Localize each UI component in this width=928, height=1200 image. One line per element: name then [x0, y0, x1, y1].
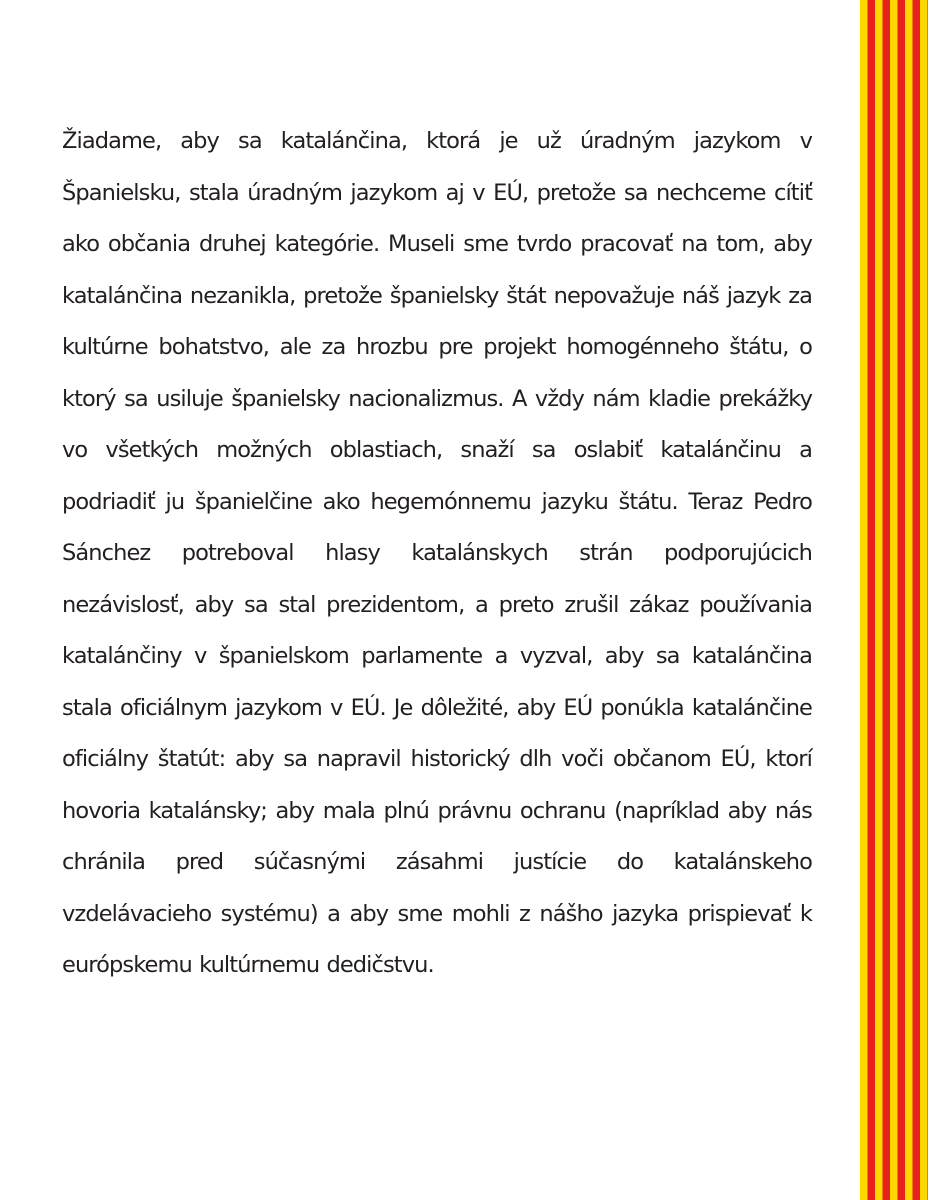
catalan-flag-stripes	[860, 0, 928, 1200]
body-paragraph: Žiadame, aby sa katalánčina, ktorá je už úradným jazykom v Španielsku, stala úradným jazykom aj v EÚ, pretože sa nechceme cítiť ako občania druhej kategórie. Museli sme tvrdo pracovať na tom, aby katalánčina nezanikla, pretože španielsky štát nepovažuje náš jazyk za kultúrne bohatstvo, ale za hrozbu pre projekt homogénneho štátu, o ktorý sa usiluje španielsky nacionalizmus. A vždy nám kladie prekážky vo všetkých možných oblastiach, snaží sa oslabiť katalánčinu a podriadiť ju španielčine ako hegemónnemu jazyku štátu. Teraz Pedro Sánchez potreboval hlasy katalánskych strán podporujúcich nezávislosť, aby sa stal prezidentom, a preto zrušil zákaz používania katalánčiny v španielskom parlamente a vyzval, aby sa katalánčina stala oficiálnym jazykom v EÚ. Je dôležité, aby EÚ ponúkla katalánčine oficiálny štatút: aby sa napravil historický dlh voči občanom EÚ, ktorí hovoria katalánsky; aby mala plnú právnu ochranu (napríklad aby nás chránila pred súčasnými zásahmi justície do katalánskeho vzdelávacieho systému) a aby sme mohli z nášho jazyka prispievať k európskemu kultúrnemu dedičstvu.	[62, 128, 812, 978]
